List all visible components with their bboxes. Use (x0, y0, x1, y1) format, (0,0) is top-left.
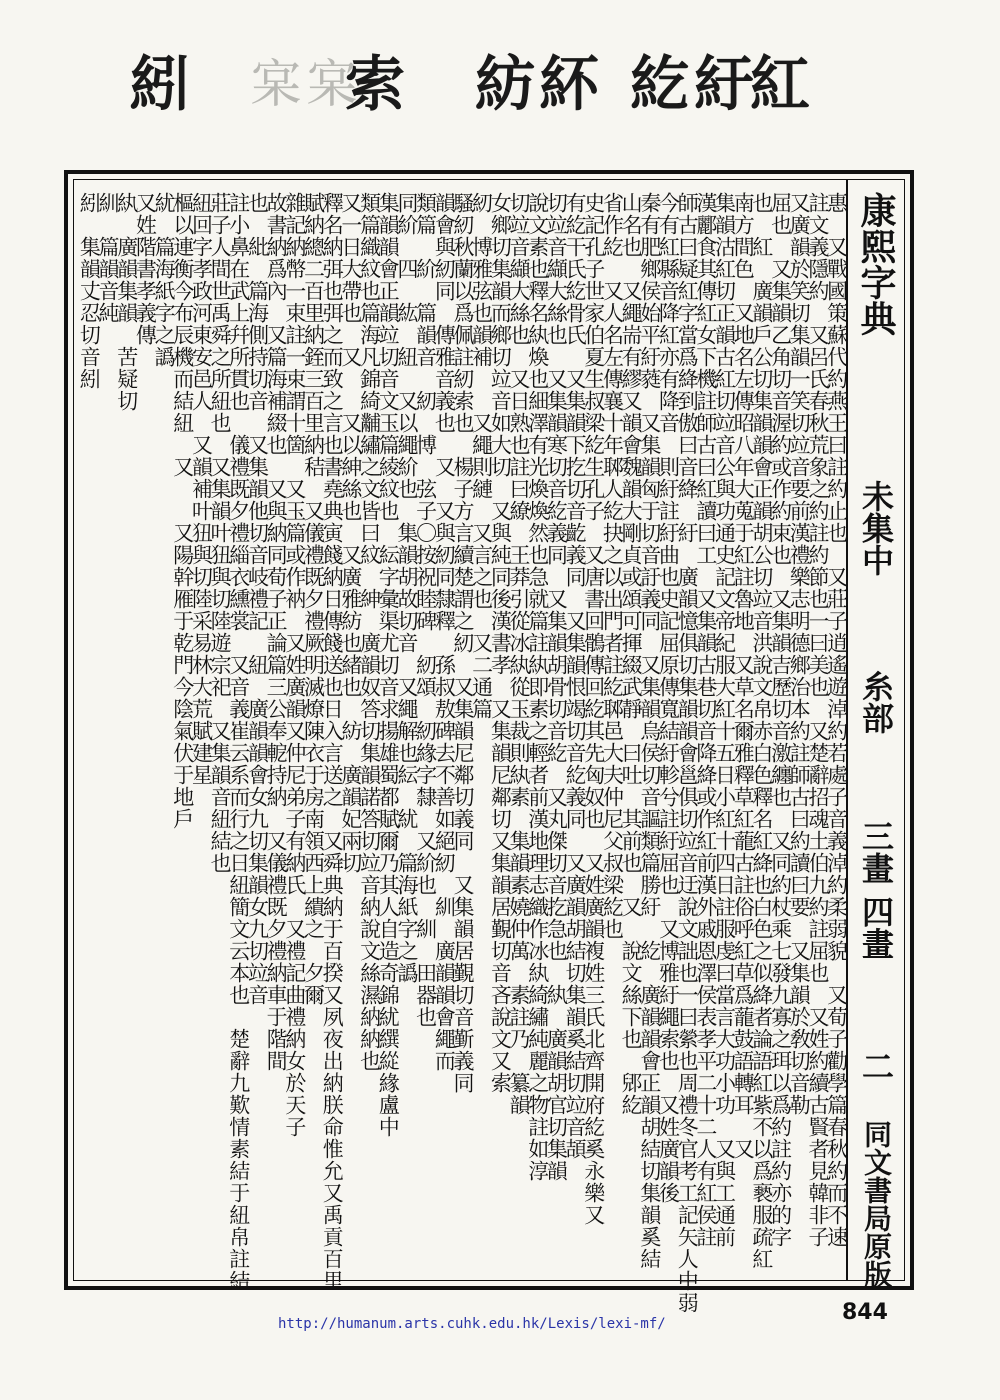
page-marker: 二 (857, 1050, 895, 1082)
text-column: 紈 廣韻集韻 苦疑切 (114, 192, 139, 412)
text-column: 同紒 四 紘 紐 又以繩紒也 集韻胡故切音 又繩解也紜 紌 篇海紙字之譌 (394, 192, 419, 984)
text-column: 又一日大帶也 又 又以紳絲也 又廣雅紡也緒也 紡 廣韻妃兩切 (338, 192, 363, 874)
text-column: 賦納總二百里納銍三百里納秸 又儀禮既夕禮厥明滅燎陳衣于房南領西上繢之 夕爾 (301, 192, 326, 1006)
text-column: 紃 篇韻音純 (96, 192, 121, 324)
section-label: 未集中 (857, 480, 895, 576)
text-column: 山名也 又繩耑有繆又韻會魏韻大剛貞或頌可揮綴武靜 曰吐 其前也 又 說文絲下也 郳紇 (619, 192, 644, 1116)
text-column: 集韻沽紅切正韻古紅切竝音公與功通史記文帝紀服大紅十五日小紅十四日註服虔曰當言大功小功 又與工通前 (712, 192, 737, 1248)
text-column: 惠 又戰國策蘇代約燕王曰註約止也 又莊子逍遙遊淖約若處子音義淖約柔弱貌 又荀子勸學篇春秋約而不速 (824, 192, 849, 1248)
seal-char: 紡紑 (475, 50, 603, 120)
text-column: 秦有肥鄉侯始平紆蕤 又集韻匈于切音訏義同 又集韻烏侯切音謳類篇勝紆 紇 廣韻韻會正韻胡結切集韻奚結 (637, 192, 662, 1270)
text-column: 也 紕 篇海側持切音 又集韻他切音岐禮記 紐 廣韻韻會女九切集韻女九切竝音 (245, 192, 270, 1006)
text-column: 切竝音纈大絲也 又日熟也註曰繚 王莽引從冰紈從玉裁則紈素 集韻素嬈仲萬 素註乃 纂韻 (507, 192, 532, 1116)
text-column: 紖 集韻丈忍切音紖 (77, 192, 102, 390)
text-column: 師古曰疑紅字當爲絳到傲曰音絳 紆 廣韻憶俱切集韻韻會邕俱切竝音迂說文詘也一曰縈也周禮冬官考工記矢人中弱 (675, 192, 700, 1314)
book-title: 康熙字典 (855, 192, 897, 336)
source-url[interactable]: http://humanum.arts.cuhk.edu.hk/Lexis/lexi-mf/ (278, 1316, 666, 1332)
text-column: 有紇干氏紇骨氏 又集韻下扢切音齕義同 又集韻恨竭切音紇義同 又廣韻胡結切集韻奚結切竝音頡 (563, 192, 588, 1160)
text-column: 南方間色 又地名左傳昭八年大蒐于紅註魯地 又草名爾雅釋草紅蘢古註俗呼紅草爲蘢鼓語轉耳 又 (731, 192, 756, 1160)
page-header-column (846, 180, 904, 1288)
text-column: 韻會與紉同 傳雅音義也 又 又與紉同隸釋 孫叔敖碑去不善如絕紉 紃 廣韻韻會繩而 (432, 192, 457, 1072)
text-column: 又姓階書孝義傳 (133, 192, 158, 346)
text-column: 莊子人間世禹舜之所紐也 又集韻叶狃與切陸遊宗祀 又集韻音紐結也 (208, 192, 233, 874)
text-column: 騷紉秋蘭以爲佩註紉索也 楊子方言續楚謂之紉 又集韻尼鄰切義同 又集韻居覲切音斳義同 (451, 192, 475, 1094)
seal-char: 紇紆 (630, 50, 758, 120)
radical-label: 糸部 (857, 670, 895, 734)
seal-char: 紅 (750, 50, 814, 120)
text-column: 漢酈食其傳紅女下機註師古曰紅讀曰工 又集韻古巷切音降絳或作紅前漢外戚恩澤侯表孝平二十二人有紅侯註 (693, 192, 718, 1248)
text-column: 紐回字孝政河東安邑人 又韻補叶狃與切陸采易林大荒賦建星 (189, 192, 214, 786)
text-column: 故書納爲內 又篇海補綴也 又與納同荀子正論篇三公奉軶持納 又儀禮既夕禮納車于階間 (264, 192, 289, 1072)
text-column: 紉 博雅弦也韻補 又繩則縺 又言之也 又二通篇 (469, 192, 494, 720)
seal-char: 宲宲 (250, 55, 363, 115)
text-column: 註文義隱約 又呂氏春秋荒象之約註約節也一曰美也 又楚辭招魂土伯九約註屈也 又姓約續古賢者見韓非子 (805, 192, 830, 1248)
dictionary-text-body (77, 186, 849, 1314)
text-column: 紌 篇海紙字之譌 (152, 192, 177, 368)
text-column: 雜記納幣一束註一束謂十箇 又玉篇或作衲 又姓廣韻又仲尼弟子有納氏 又禮記曲禮納女於天子 (282, 192, 307, 1138)
text-column: 史記孔子世家伯夏生叔梁紇生孔子 又唐書回鶻傳回紇其先匈奴也 又姓廣韻複姓三氏北齊開府紇奚永樂又 (581, 192, 606, 1226)
seal-char: 紖 (130, 50, 194, 120)
page-number: 844 (842, 1300, 888, 1325)
stroke-count-label: 三畫 四畫 (857, 820, 895, 960)
seal-char: 索 (345, 50, 409, 120)
text-column: 又廣韻於笑切集韻一笑切竝音要前漢禮樂志明德鄉治本約註師古曰約讀曰要 又集韻於敎切音勒 (787, 192, 812, 1116)
text-column: 類篇織紋也篇海凡錦綺黼繡之文皆曰紋 紳 廣韻奴答切集韻諾答切竝音納說文絲濕納納也 (357, 192, 382, 1072)
text-column: 樞以連衡今布辰機而結紐 又 又陽幹雁于乾門今陰氣伏于地戶 (170, 192, 195, 830)
text-column: 女鄉切集韻而鄉切竝音如大切 又與純同後漢書孝 又集韻尼鄰切又集韻居覲切音吝說文又索 (488, 192, 513, 1094)
text-column: 說文素也釋名紈煥也細澤有光煥煥然也急就篇註紈即素之輕者前漢地理志織作冰紈綺繡純麗之物註如淳 (525, 192, 550, 1182)
text-column: 註小鼻在武上幷所貫也 儀禮既夕禮緇衣纁裳 又音義崔云系而行之日紐簡文云本也 楚辭九歎情素結于紐帛註結 (226, 192, 251, 1292)
publisher-label: 同文書局原版 (860, 1120, 893, 1288)
text-column: 集韻韻會正韻竝切音文玉篇綾紋也 紜字彙渠尤切音求揚雄蜀都賦爾乃其人自造奇錦紌繏緃緣盧中 (376, 192, 401, 1138)
text-column: 釋名納弭也弭之而致之言也書堯典寅餞納日傳餞送也日入言送之 又舜典納于百揆又夙夜出納朕命惟允又禹貢百里 (320, 192, 345, 1292)
text-column: 屈也 又集韻乙角切音渥約或作約束也 又集韻吉歷切音激纏也 又同約杖乘七發九寡之珥以爲約註約亦的字 (768, 192, 793, 1248)
text-column: 切竝音纈大絲也 又集韻寒切音紇義同 又集韻胡骨切音紇 又丸傑切音扢急也 紈 廣韻胡官切集韻 (544, 192, 569, 1182)
text-column: 類篇 紒 篇韻音 紉 博 弦子〇按祝睦碑 紉頌 紉緣字隸 又紒也 紃 田器也 (413, 192, 438, 1028)
text-column: 今有紅縣音降紅亦有降音 則紆註紆曲也史記屈原傳寬結紆軫兮註紆屈也 又博雅紆繩索也 又姓廣韻後 (656, 192, 681, 1204)
text-column: 省作紇 又人名左傳襄十年郰人紇抉之以出門者註紇郰邑大夫仲尼父叔梁紇也 (600, 192, 625, 940)
seal-script-strip (130, 40, 850, 140)
text-column: 也 紅 廣韻戶公切集韻韻會正韻胡公切竝音洪說文帛赤白色釋名紅絳也白色之似絳者論語紅紫不以爲褻服疏紅 (749, 192, 774, 1270)
